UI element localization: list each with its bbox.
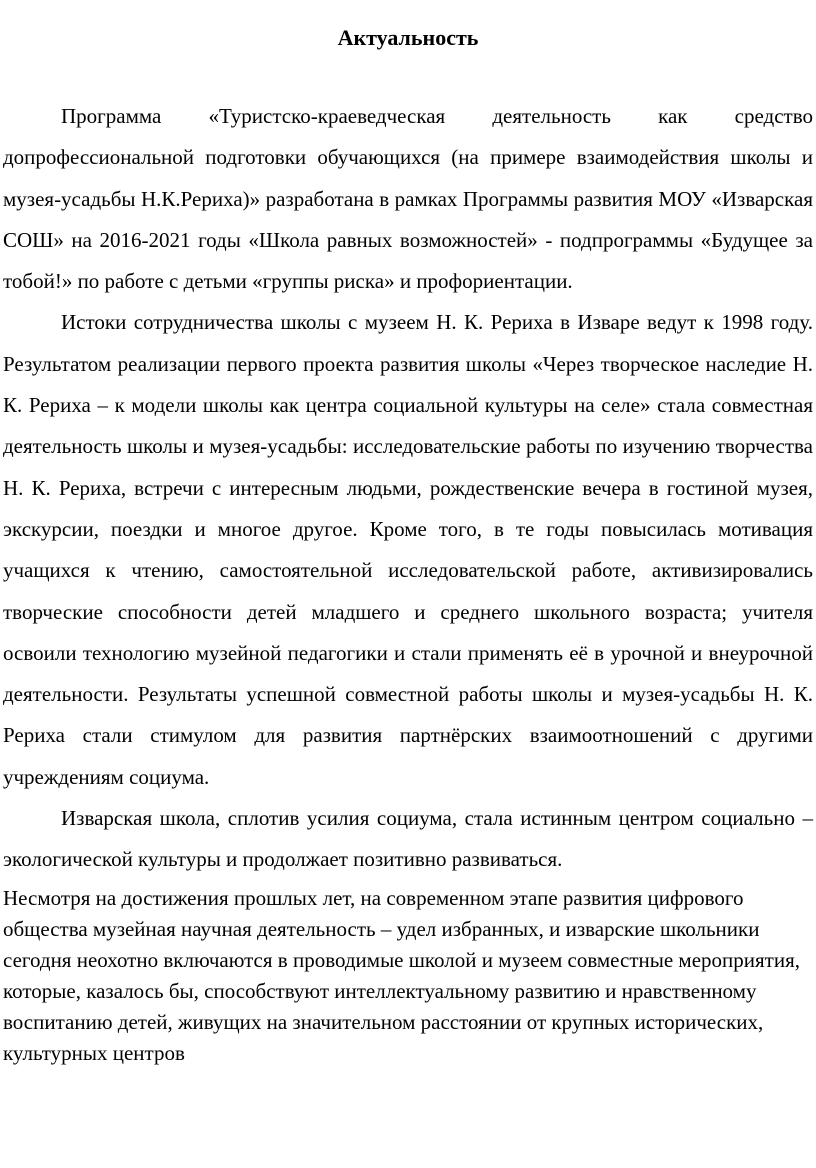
document-title: Актуальность — [337, 25, 479, 50]
paragraph-school-center: Изварская школа, сплотив усилия социума, стала истинным центром социально – экологической культуры и продолжает позитивно развиваться. — [3, 806, 813, 872]
paragraph-history: Истоки сотрудничества школы с музеем Н. К. Рериха в Изваре ведут к 1998 году. Результатом реализации первого проекта развития школы «Через творческое наследие Н. К. Рериха – к модели школы как центра социальной культуры на селе» стала совместная деятельность школы и музея-усадьбы: исследовательские работы по изучению творчества Н. К. Рериха, встречи с интересным людьми, рождественские вечера в гостиной музея, экскурсии, поездки и многое другое. Кроме того, в те годы повысилась мотивация учащихся к чтению, самостоятельной исследовательской работе, активизировались творческие способности детей младшего и среднего школьного возраста; учителя освоили технологию музейной педагогики и стали применять её в урочной и внеурочной деятельности. Результаты успешной совместной работы школы и музея-усадьбы Н. К. Рериха стали стимулом для развития партнёрских взаимоотношений с другими учреждениям социума. — [3, 310, 813, 789]
paragraph-program: Программа «Туристско-краеведческая деятельность как средство допрофессиональной подготовки обучающихся (на примере взаимодействия школы и музея-усадьбы Н.К.Рериха)» разработана в рамках Программы развития МОУ «Изварская СОШ» на 2016-2021 годы «Школа равных возможностей» - подпрограммы «Будущее за тобой!» по работе с детьми «группы риска» и профориентации. — [3, 104, 813, 294]
document-body — [3, 96, 813, 1069]
paragraph-current-stage: Несмотря на достижения прошлых лет, на современном этапе развития цифрового общества музейная научная деятельность – удел избранных, и изварские школьники сегодня неохотно включаются в проводимые школой и музеем совместные мероприятия, которые, казалось бы, способствуют интеллектуальному развитию и нравственному воспитанию детей, живущих на значительном расстоянии от крупных исторических, культурных центров — [3, 885, 800, 1065]
